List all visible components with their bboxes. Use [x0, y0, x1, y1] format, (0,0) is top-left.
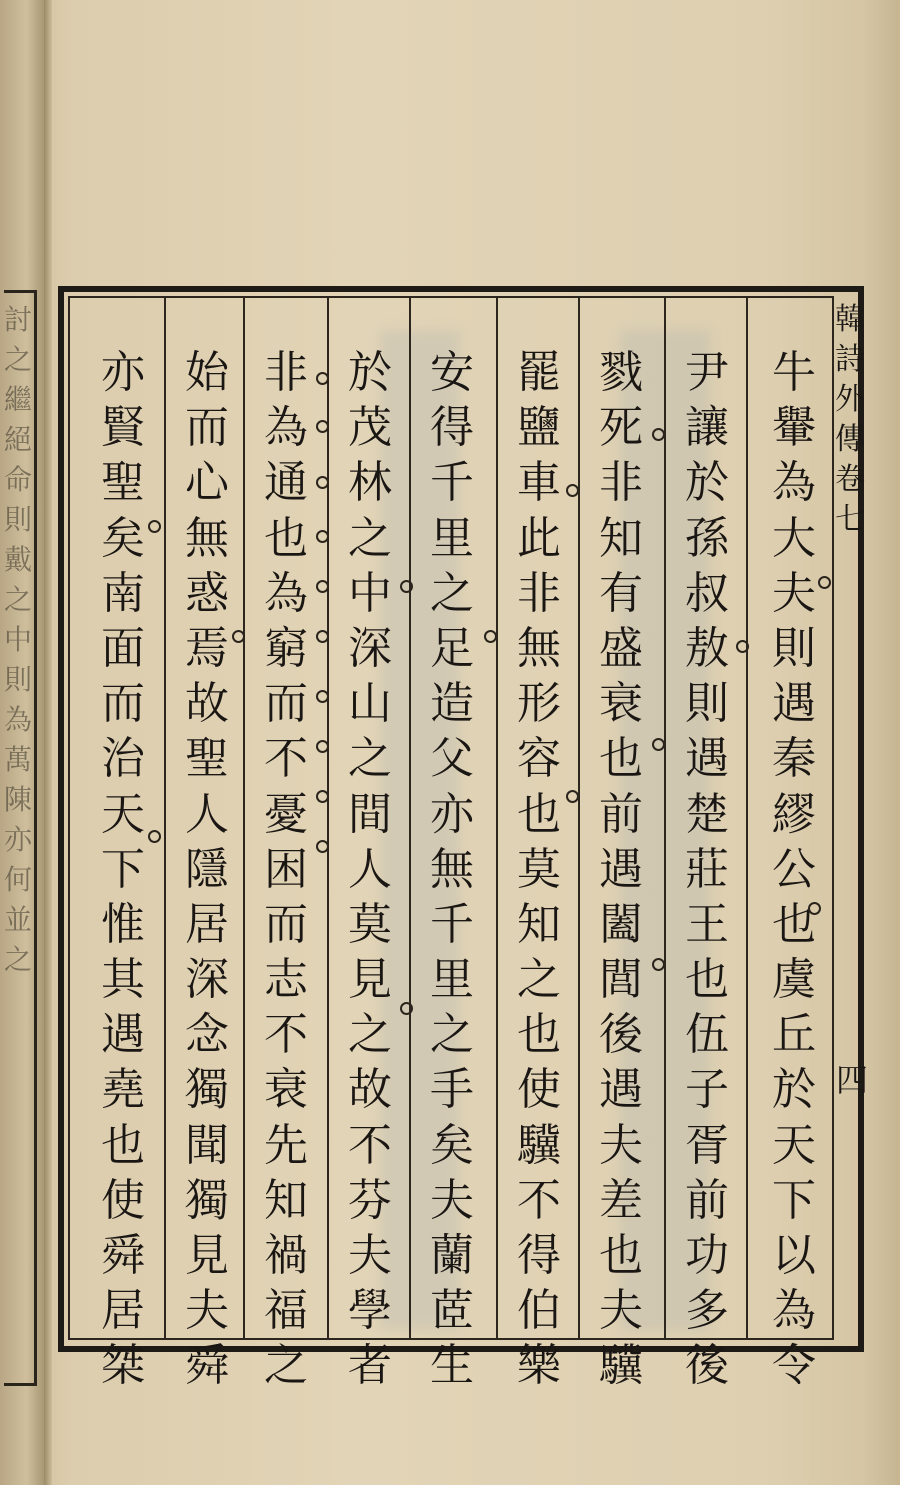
glyph: 深 — [348, 622, 392, 674]
glyph: 不 — [264, 733, 308, 785]
glyph: 丘 — [772, 1009, 816, 1061]
glyph: 虞 — [772, 954, 816, 1006]
text-column-6 — [335, 345, 405, 1394]
glyph: 也 — [517, 1009, 561, 1061]
text-column-2 — [672, 345, 742, 1394]
margin-glyph: 韓 — [835, 302, 865, 337]
glyph: 千 — [430, 457, 474, 509]
glyph: 死 — [599, 402, 643, 454]
glyph: 中 — [348, 567, 392, 619]
glyph: 有 — [599, 567, 643, 619]
glyph: 隱 — [185, 843, 229, 895]
glyph: 也 — [101, 1119, 145, 1171]
punctuation-mark — [652, 738, 665, 751]
glyph: 敖 — [685, 622, 729, 674]
glyph: 秦 — [772, 733, 816, 785]
prev-glyph: 中 — [4, 623, 33, 656]
glyph: 千 — [430, 898, 474, 950]
glyph: 之 — [430, 567, 474, 619]
glyph: 莫 — [517, 843, 561, 895]
glyph: 禍 — [264, 1230, 308, 1281]
column-rule — [164, 298, 166, 1340]
glyph: 惑 — [185, 567, 229, 619]
book-gutter — [44, 0, 52, 1485]
punctuation-mark — [484, 630, 497, 643]
glyph: 焉 — [185, 622, 229, 674]
glyph: 驥 — [599, 1340, 643, 1392]
glyph: 天 — [772, 1119, 816, 1171]
glyph: 矣 — [430, 1119, 474, 1171]
punctuation-mark — [316, 476, 329, 489]
prev-glyph: 萬 — [4, 743, 33, 776]
glyph: 無 — [517, 622, 561, 674]
punctuation-mark — [652, 428, 665, 441]
glyph: 不 — [348, 1119, 392, 1171]
glyph: 其 — [101, 954, 145, 1006]
punctuation-mark — [316, 630, 329, 643]
glyph: 不 — [264, 1009, 308, 1061]
punctuation-mark — [232, 630, 245, 643]
glyph: 蘭 — [430, 1230, 474, 1281]
glyph: 知 — [599, 512, 643, 564]
glyph: 者 — [348, 1340, 392, 1392]
glyph: 舜 — [185, 1340, 229, 1392]
glyph: 也 — [685, 954, 729, 1006]
glyph: 不 — [517, 1174, 561, 1226]
glyph: 得 — [430, 402, 474, 454]
glyph: 遇 — [599, 1064, 643, 1116]
glyph: 之 — [264, 1340, 308, 1392]
punctuation-mark — [316, 790, 329, 803]
glyph: 於 — [685, 457, 729, 509]
glyph: 牛 — [772, 347, 816, 398]
glyph: 也 — [517, 788, 561, 840]
glyph: 夫 — [599, 1285, 643, 1337]
margin-glyph: 七 — [835, 502, 865, 537]
column-rule — [327, 298, 329, 1340]
glyph: 芬 — [348, 1174, 392, 1226]
glyph: 茝 — [430, 1285, 474, 1337]
glyph: 獨 — [185, 1064, 229, 1116]
punctuation-mark — [316, 740, 329, 753]
glyph: 夫 — [772, 567, 816, 619]
glyph: 足 — [430, 622, 474, 674]
glyph: 叔 — [685, 567, 729, 619]
glyph: 舜 — [101, 1230, 145, 1281]
glyph: 而 — [264, 678, 308, 730]
glyph: 聖 — [185, 733, 229, 785]
glyph: 以 — [772, 1230, 816, 1281]
glyph: 伍 — [685, 1009, 729, 1061]
glyph: 茂 — [348, 402, 392, 454]
glyph: 矣 — [101, 512, 145, 564]
glyph: 夫 — [599, 1119, 643, 1171]
glyph: 父 — [430, 733, 474, 785]
margin-glyph: 卷 — [835, 462, 865, 497]
text-column-3 — [586, 345, 656, 1394]
punctuation-mark — [316, 372, 329, 385]
glyph: 前 — [685, 1174, 729, 1226]
glyph: 大 — [772, 512, 816, 564]
glyph: 得 — [517, 1230, 561, 1281]
glyph: 夫 — [430, 1174, 474, 1226]
glyph: 罷 — [517, 347, 561, 398]
glyph: 見 — [348, 954, 392, 1006]
glyph: 之 — [348, 733, 392, 785]
punctuation-mark — [808, 902, 821, 915]
glyph: 遇 — [772, 678, 816, 730]
glyph: 而 — [101, 678, 145, 730]
prev-glyph: 陳 — [4, 783, 33, 816]
glyph: 車 — [517, 457, 561, 509]
text-column-5 — [417, 345, 487, 1394]
page-right-edge — [860, 0, 900, 1485]
glyph: 伯 — [517, 1285, 561, 1337]
glyph: 非 — [517, 567, 561, 619]
glyph: 林 — [348, 457, 392, 509]
glyph: 後 — [599, 1009, 643, 1061]
column-rule — [243, 298, 245, 1340]
punctuation-mark — [148, 830, 161, 843]
glyph: 南 — [101, 567, 145, 619]
glyph: 前 — [599, 788, 643, 840]
glyph: 於 — [772, 1064, 816, 1116]
previous-page-edge — [0, 0, 46, 1485]
glyph: 此 — [517, 512, 561, 564]
glyph: 里 — [430, 512, 474, 564]
glyph: 下 — [772, 1174, 816, 1226]
glyph: 無 — [430, 843, 474, 895]
glyph: 為 — [264, 567, 308, 619]
glyph: 衰 — [599, 678, 643, 730]
glyph: 賢 — [101, 402, 145, 454]
glyph: 非 — [264, 347, 308, 398]
glyph: 令 — [772, 1340, 816, 1392]
column-rule — [746, 298, 748, 1340]
prev-glyph: 討 — [4, 303, 33, 336]
text-column-4 — [504, 345, 574, 1394]
punctuation-mark — [818, 576, 831, 589]
glyph: 而 — [185, 402, 229, 454]
glyph: 容 — [517, 733, 561, 785]
glyph: 轝 — [772, 402, 816, 454]
prev-glyph: 命 — [4, 463, 33, 496]
glyph: 下 — [101, 843, 145, 895]
column-rule — [496, 298, 498, 1340]
prev-glyph: 為 — [4, 703, 33, 736]
prev-glyph: 並 — [4, 903, 33, 936]
text-column-9 — [88, 345, 158, 1394]
glyph: 差 — [599, 1174, 643, 1226]
margin-title — [836, 300, 864, 540]
glyph: 天 — [101, 788, 145, 840]
glyph: 遇 — [685, 733, 729, 785]
glyph: 公 — [772, 843, 816, 895]
glyph: 戮 — [599, 347, 643, 398]
text-column-7 — [251, 345, 321, 1394]
glyph: 學 — [348, 1285, 392, 1337]
text-column-8 — [172, 345, 242, 1394]
prev-glyph: 之 — [4, 343, 33, 376]
glyph: 山 — [348, 678, 392, 730]
punctuation-mark — [148, 520, 161, 533]
punctuation-mark — [316, 580, 329, 593]
glyph: 鹽 — [517, 402, 561, 454]
glyph: 始 — [185, 347, 229, 398]
glyph: 聖 — [101, 457, 145, 509]
glyph: 知 — [517, 898, 561, 950]
glyph: 夫 — [185, 1285, 229, 1337]
glyph: 見 — [185, 1230, 229, 1281]
margin-glyph: 傳 — [835, 422, 865, 457]
glyph: 子 — [685, 1064, 729, 1116]
glyph: 胥 — [685, 1119, 729, 1171]
glyph: 則 — [685, 678, 729, 730]
glyph: 憂 — [264, 788, 308, 840]
glyph: 孫 — [685, 512, 729, 564]
glyph: 窮 — [264, 622, 308, 674]
glyph: 先 — [264, 1119, 308, 1171]
punctuation-mark — [566, 484, 579, 497]
punctuation-mark — [566, 790, 579, 803]
glyph: 念 — [185, 1009, 229, 1061]
glyph: 遇 — [599, 843, 643, 895]
glyph: 讓 — [685, 402, 729, 454]
margin-glyph: 詩 — [835, 342, 865, 377]
glyph: 非 — [599, 457, 643, 509]
glyph: 生 — [430, 1340, 474, 1392]
glyph: 也 — [599, 733, 643, 785]
glyph: 使 — [517, 1064, 561, 1116]
glyph: 尹 — [685, 347, 729, 398]
glyph: 為 — [772, 457, 816, 509]
punctuation-mark — [316, 690, 329, 703]
glyph: 造 — [430, 678, 474, 730]
glyph: 莊 — [685, 843, 729, 895]
glyph: 閭 — [599, 954, 643, 1006]
column-rule — [578, 298, 580, 1340]
glyph: 間 — [348, 788, 392, 840]
glyph: 獨 — [185, 1174, 229, 1226]
glyph: 惟 — [101, 898, 145, 950]
glyph: 王 — [685, 898, 729, 950]
glyph: 後 — [685, 1340, 729, 1392]
glyph: 功 — [685, 1230, 729, 1281]
punctuation-mark — [316, 420, 329, 433]
glyph: 手 — [430, 1064, 474, 1116]
glyph: 則 — [772, 622, 816, 674]
punctuation-mark — [400, 1002, 413, 1015]
punctuation-mark — [400, 580, 413, 593]
glyph: 繆 — [772, 788, 816, 840]
punctuation-mark — [316, 840, 329, 853]
glyph: 亦 — [101, 347, 145, 398]
prev-glyph: 則 — [4, 663, 33, 696]
column-rule — [409, 298, 411, 1340]
glyph: 闔 — [599, 898, 643, 950]
glyph: 深 — [185, 954, 229, 1006]
glyph: 故 — [185, 678, 229, 730]
glyph: 莫 — [348, 898, 392, 950]
glyph: 亦 — [430, 788, 474, 840]
glyph: 居 — [185, 898, 229, 950]
glyph: 聞 — [185, 1119, 229, 1171]
glyph: 無 — [185, 512, 229, 564]
glyph: 桀 — [101, 1340, 145, 1392]
glyph: 里 — [430, 954, 474, 1006]
glyph: 多 — [685, 1285, 729, 1337]
prev-glyph: 亦 — [4, 823, 33, 856]
glyph: 安 — [430, 347, 474, 398]
glyph: 之 — [430, 1009, 474, 1061]
glyph: 通 — [264, 457, 308, 509]
punctuation-mark — [736, 640, 749, 653]
column-rule — [832, 298, 834, 1340]
text-column-1 — [759, 345, 829, 1394]
glyph: 故 — [348, 1064, 392, 1116]
glyph: 人 — [185, 788, 229, 840]
prev-glyph: 之 — [4, 943, 33, 976]
margin-glyph: 外 — [835, 382, 865, 417]
previous-page-text — [4, 300, 33, 980]
glyph: 之 — [348, 1009, 392, 1061]
glyph: 知 — [264, 1174, 308, 1226]
glyph: 樂 — [517, 1340, 561, 1392]
glyph: 而 — [264, 898, 308, 950]
prev-glyph: 則 — [4, 503, 33, 536]
glyph: 困 — [264, 843, 308, 895]
glyph: 遇 — [101, 1009, 145, 1061]
glyph: 人 — [348, 843, 392, 895]
prev-glyph: 何 — [4, 863, 33, 896]
glyph: 志 — [264, 954, 308, 1006]
page-number: 四 — [836, 1061, 869, 1099]
glyph: 於 — [348, 347, 392, 398]
glyph: 為 — [772, 1285, 816, 1337]
glyph: 衰 — [264, 1064, 308, 1116]
glyph: 為 — [264, 402, 308, 454]
glyph: 心 — [185, 457, 229, 509]
glyph: 之 — [348, 512, 392, 564]
glyph: 治 — [101, 733, 145, 785]
glyph: 驥 — [517, 1119, 561, 1171]
glyph: 福 — [264, 1285, 308, 1337]
glyph: 之 — [517, 954, 561, 1006]
prev-glyph: 之 — [4, 583, 33, 616]
glyph: 夫 — [348, 1230, 392, 1281]
prev-glyph: 戴 — [4, 543, 33, 576]
prev-glyph: 繼 — [4, 383, 33, 416]
punctuation-mark — [652, 958, 665, 971]
glyph: 形 — [517, 678, 561, 730]
glyph: 居 — [101, 1285, 145, 1337]
punctuation-mark — [316, 530, 329, 543]
glyph: 也 — [772, 898, 816, 950]
glyph: 面 — [101, 622, 145, 674]
glyph: 堯 — [101, 1064, 145, 1116]
glyph: 楚 — [685, 788, 729, 840]
prev-glyph: 絕 — [4, 423, 33, 456]
glyph: 盛 — [599, 622, 643, 674]
glyph: 也 — [264, 512, 308, 564]
glyph: 也 — [599, 1230, 643, 1281]
glyph: 使 — [101, 1174, 145, 1226]
column-rule — [664, 298, 666, 1340]
